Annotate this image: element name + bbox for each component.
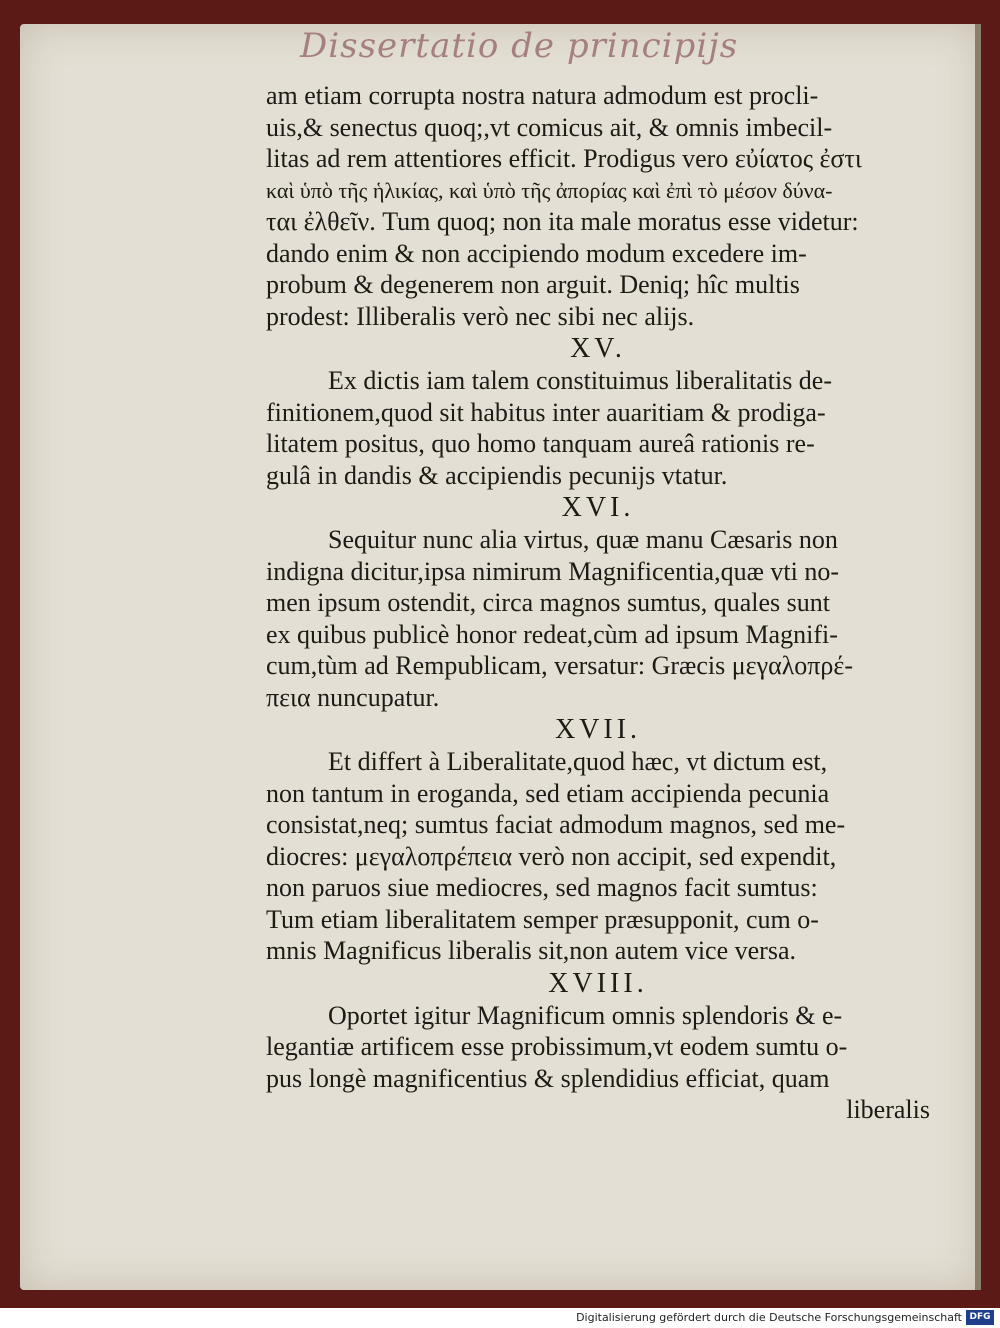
text-line: πεια nuncupatur. <box>266 682 440 712</box>
text-line: gulâ in dandis & accipiendis pecunijs vtatur. <box>266 460 728 490</box>
catchword: liberalis <box>846 1095 930 1124</box>
text-line: am etiam corrupta nostra natura admodum est procli- <box>266 81 819 110</box>
text-line: Et differt à Liberalitate,quod hæc, vt dictum est, <box>328 747 828 776</box>
text-line: ex quibus publicè honor redeat,cùm ad ipsum Magnifi- <box>266 619 838 649</box>
text-line: indigna dicitur,ipsa nimirum Magnificentia,quæ vti no- <box>266 556 840 586</box>
page-text <box>266 80 930 1126</box>
section-heading: XVIII. <box>548 967 648 999</box>
text-line: legantiæ artificem esse probissimum,vt eodem sumtu o- <box>266 1032 848 1061</box>
text-line: litas ad rem attentiores efficit. Prodigus vero εὐίατος ἐστι <box>266 144 862 173</box>
text-line: litatem positus, quo homo tanquam aureâ rationis re- <box>266 429 815 458</box>
text-line: men ipsum ostendit, circa magnos sumtus, quales sunt <box>266 588 830 617</box>
page-edge <box>975 24 981 1290</box>
footer-bar <box>0 1308 1000 1328</box>
section-heading: XVII. <box>554 714 642 745</box>
text-line: non paruos siue mediocres, sed magnos facit sumtus: <box>266 873 818 902</box>
text-line: dando enim & non accipiendo modum excedere im- <box>266 238 807 268</box>
text-line: consistat,neq; sumtus faciat admodum magnos, sed me- <box>266 810 846 839</box>
text-line: cum,tùm ad Rempublicam, versatur: Græcis μεγαλοπρέ- <box>266 651 853 680</box>
section-heading: XV. <box>570 333 626 364</box>
text-line: Oportet igitur Magnificum omnis splendoris & e- <box>328 1000 843 1030</box>
text-line: finitionem,quod sit habitus inter auaritiam & prodiga- <box>266 397 826 427</box>
text-line: καὶ ὑπὸ τῆς ἡλικίας, καὶ ὑπὸ τῆς ἀπορίας καὶ ἐπὶ τὸ μέσον δύνα- <box>266 177 833 203</box>
text-line: Tum etiam liberalitatem semper præsupponit, cum o- <box>266 904 819 934</box>
text-line: ται ἐλθεῖν. Tum quoq; non ita male moratus esse videtur: <box>266 207 859 236</box>
handwritten-note: Dissertatio de principijs <box>300 26 739 66</box>
text-line: pus longè magnificentius & splendidius efficiat, quam <box>266 1063 830 1093</box>
text-line: Ex dictis iam talem constituimus liberalitatis de- <box>328 366 833 395</box>
text-line: diocres: μεγαλοπρέπεια verò non accipit, sed expendit, <box>266 841 837 871</box>
text-line: non tantum in eroganda, sed etiam accipienda pecunia <box>266 778 830 808</box>
funding-credit: Digitalisierung gefördert durch die Deutsche Forschungsgemeinschaft <box>576 1311 962 1324</box>
text-line: Sequitur nunc alia virtus, quæ manu Cæsaris non <box>328 525 838 554</box>
section-heading: XVI. <box>561 492 635 523</box>
text-line: prodest: Illiberalis verò nec sibi nec alijs. <box>266 301 695 331</box>
text-line: uis,& senectus quoq;,vt comicus ait, & omnis imbecil- <box>266 112 833 142</box>
dfg-logo-icon: DFG <box>966 1310 994 1325</box>
text-line: probum & degenerem non arguit. Deniq; hîc multis <box>266 270 800 299</box>
text-line: mnis Magnificus liberalis sit,non autem vice versa. <box>266 936 796 965</box>
